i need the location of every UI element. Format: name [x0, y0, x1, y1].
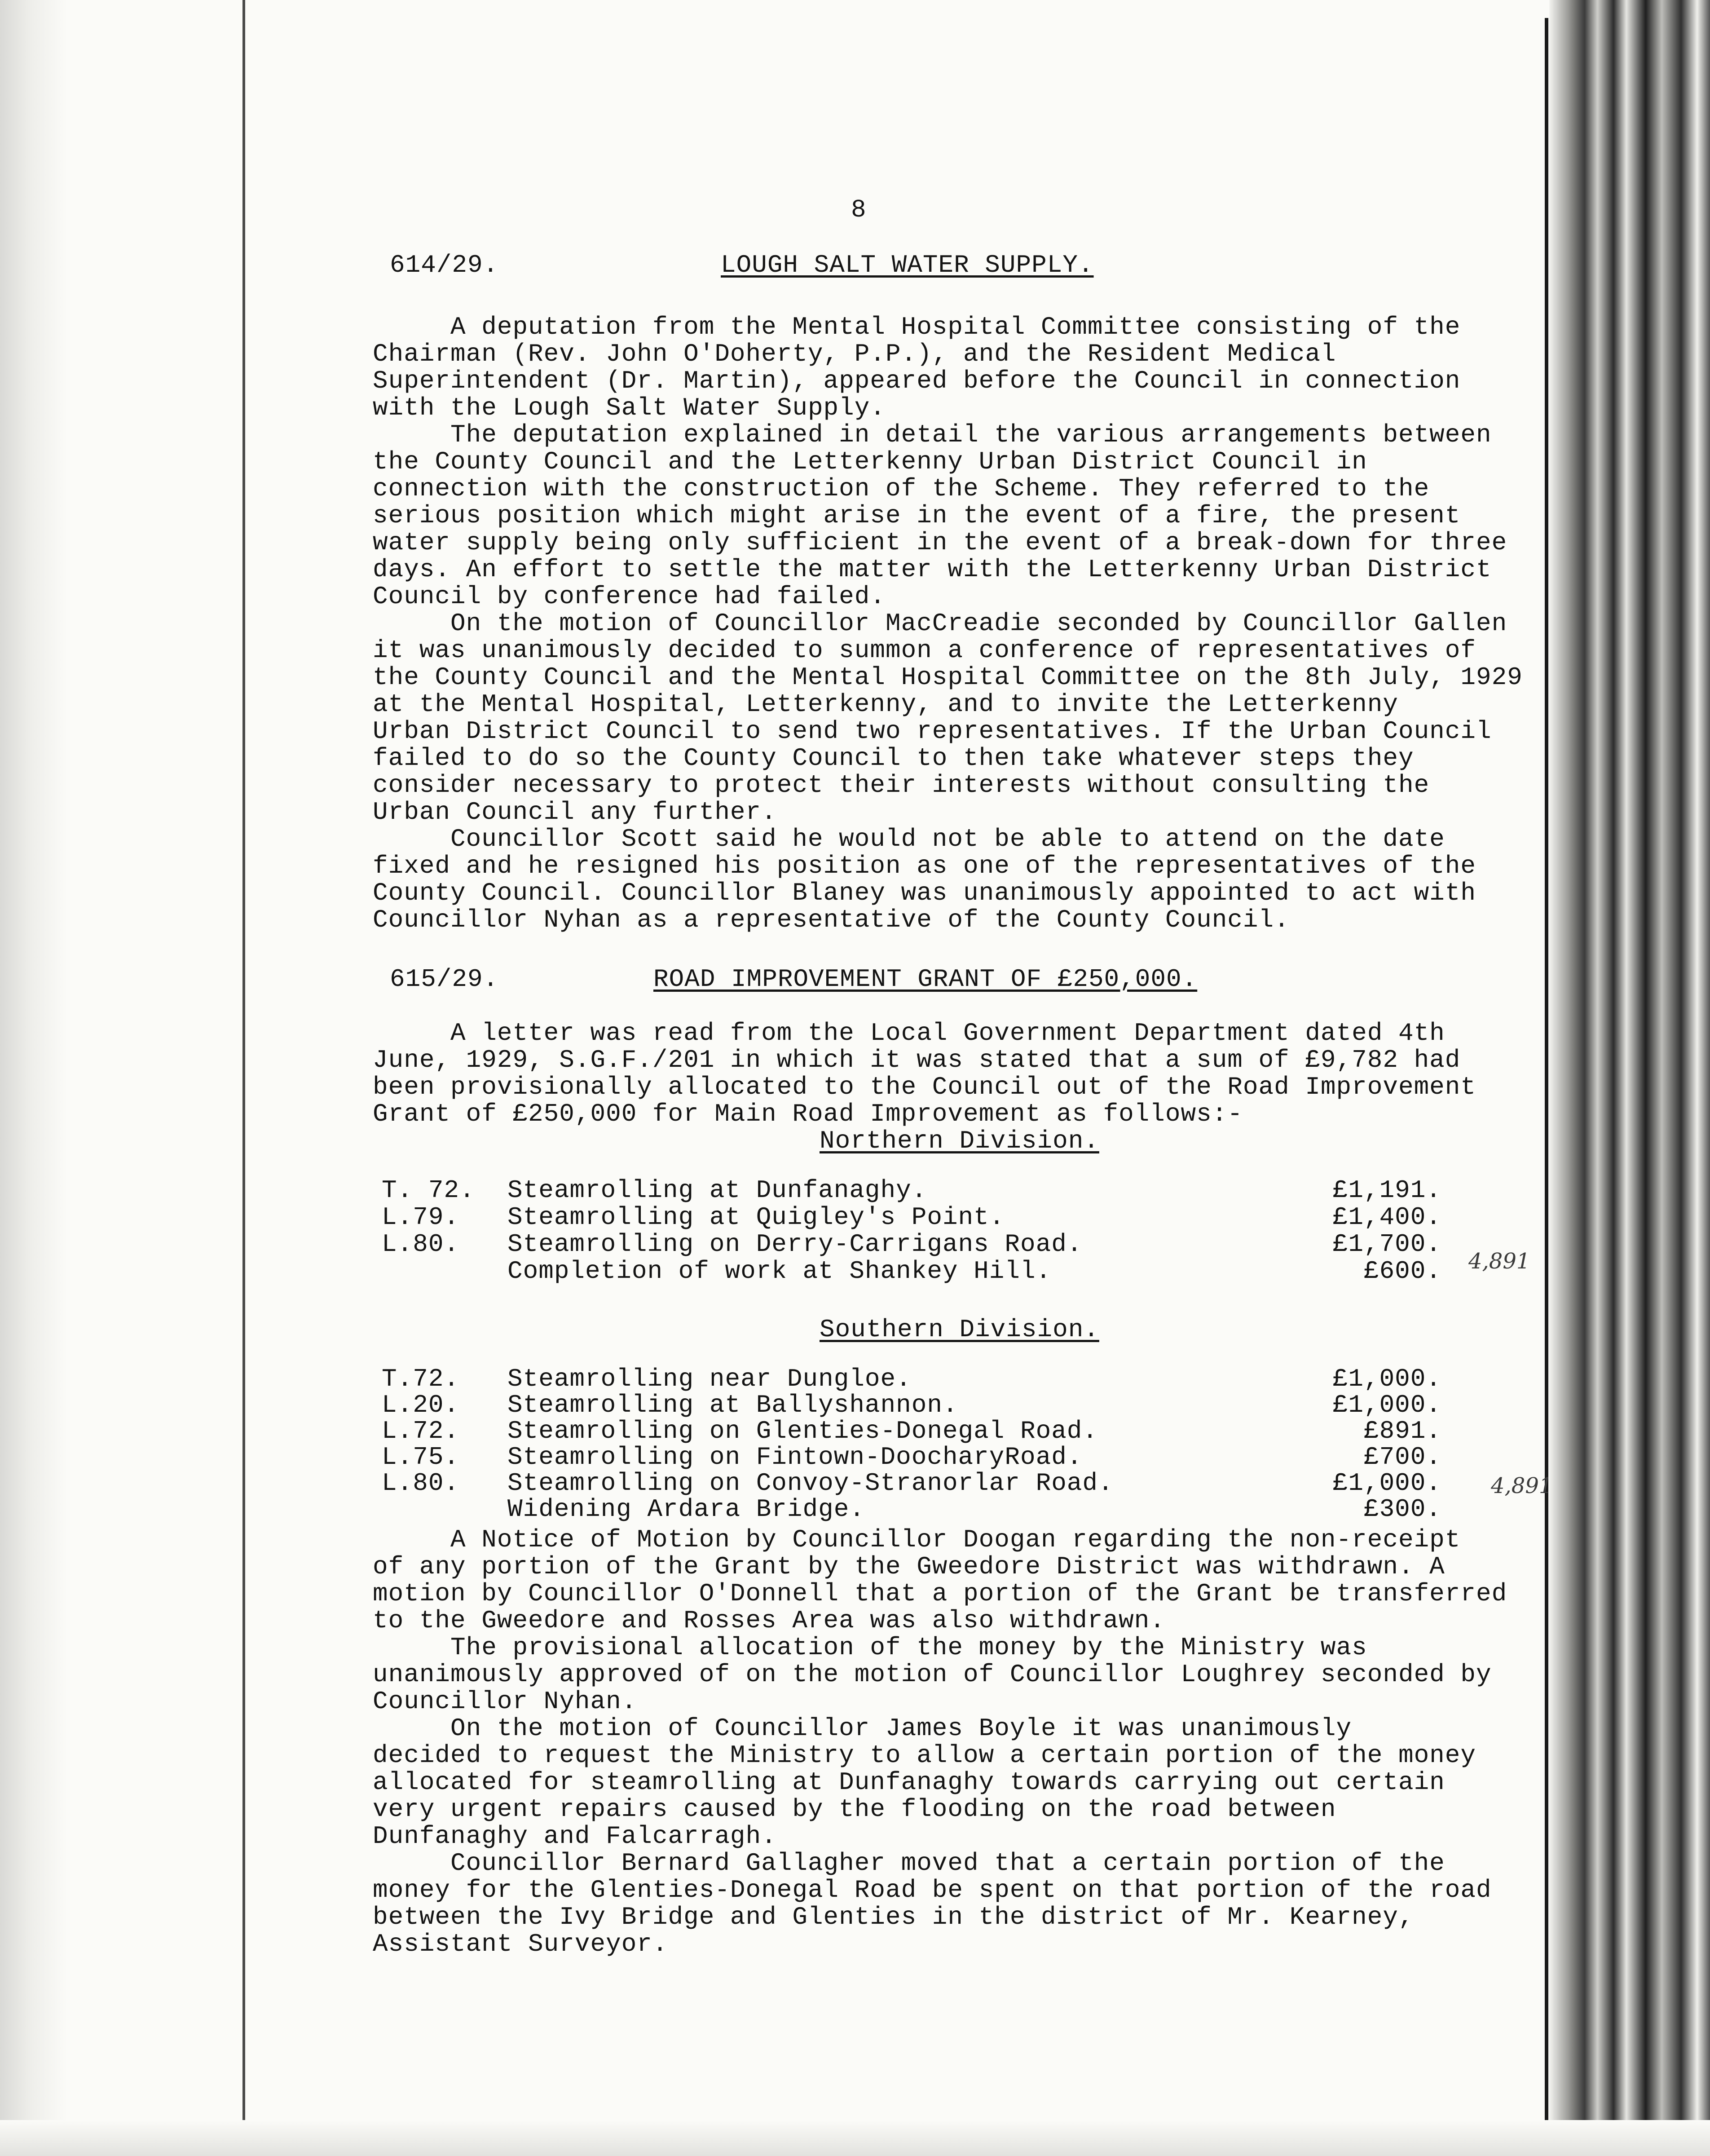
text-line: consider necessary to protect their interests without consulting the [373, 771, 1430, 800]
allocation-road-code: L.79. [382, 1203, 460, 1232]
section-title-road-grant: ROAD IMPROVEMENT GRANT OF £250,000. [653, 965, 1198, 994]
margin-rule [242, 0, 245, 2156]
text-line: On the motion of Councillor MacCreadie seconded by Councillor Gallen [373, 609, 1507, 638]
allocation-amount: £1,000. [1332, 1365, 1441, 1393]
text-line: decided to request the Ministry to allow a certain portion of the money [373, 1741, 1476, 1770]
text-line: Councillor Nyhan as a representative of the County Council. [373, 906, 1290, 934]
text-line: very urgent repairs caused by the flooding on the road between [373, 1795, 1336, 1824]
text-line: days. An effort to settle the matter with the Letterkenny Urban District [373, 555, 1492, 584]
allocation-road-code: L.75. [382, 1443, 460, 1471]
text-line: Grant of £250,000 for Main Road Improvement as follows:- [373, 1100, 1243, 1128]
allocation-road-code: L.20. [382, 1391, 460, 1419]
text-line: between the Ivy Bridge and Glenties in the district of Mr. Kearney, [373, 1903, 1414, 1931]
text-line: fixed and he resigned his position as one of the representatives of the [373, 852, 1476, 880]
allocation-road-code: L.72. [382, 1417, 460, 1445]
text-line: County Council. Councillor Blaney was unanimously appointed to act with [373, 879, 1476, 907]
allocation-description: Steamrolling on Fintown-DoocharyRoad. [507, 1443, 1083, 1471]
text-line: Superintendent (Dr. Martin), appeared before the Council in connection [373, 367, 1461, 395]
section-title-lough-salt: LOUGH SALT WATER SUPPLY. [721, 251, 1094, 279]
southern-division-heading: Southern Division. [820, 1315, 1099, 1344]
text-line: A deputation from the Mental Hospital Committee consisting of the [373, 313, 1461, 341]
text-line: Councillor Scott said he would not be able to attend on the date [373, 825, 1445, 853]
page-left-edge [0, 0, 67, 2156]
minute-number-614: 614/29. [390, 251, 499, 279]
text-line: Dunfanaghy and Falcarragh. [373, 1822, 777, 1851]
text-line: the County Council and the Mental Hospital Committee on the 8th July, 1929 [373, 663, 1523, 692]
text-line: On the motion of Councillor James Boyle it was unanimously [373, 1714, 1352, 1743]
northern-division-heading: Northern Division. [820, 1127, 1099, 1155]
text-line: serious position which might arise in the event of a fire, the present [373, 501, 1461, 530]
page-bottom-edge [0, 2120, 1710, 2156]
allocation-description: Steamrolling at Quigley's Point. [507, 1203, 1005, 1232]
allocation-road-code: T. 72. [382, 1176, 475, 1205]
allocation-description: Completion of work at Shankey Hill. [507, 1257, 1052, 1286]
handwritten-total-southern: 4,891 [1491, 1473, 1553, 1498]
allocation-road-code: T.72. [382, 1365, 460, 1393]
book-binding [1549, 0, 1710, 2156]
text-line: failed to do so the County Council to then take whatever steps they [373, 744, 1414, 773]
text-line: June, 1929, S.G.F./201 in which it was stated that a sum of £9,782 had [373, 1046, 1461, 1074]
allocation-description: Steamrolling on Glenties-Donegal Road. [507, 1417, 1098, 1445]
allocation-amount: £1,400. [1332, 1203, 1441, 1232]
allocation-amount: £700. [1363, 1443, 1441, 1471]
text-line: A letter was read from the Local Government Department dated 4th [373, 1019, 1445, 1047]
text-line: The deputation explained in detail the various arrangements between [373, 420, 1492, 449]
text-line: The provisional allocation of the money by the Ministry was [373, 1633, 1367, 1662]
text-line: Urban Council any further. [373, 798, 777, 826]
allocation-road-code: L.80. [382, 1230, 460, 1259]
allocation-description: Steamrolling on Convoy-Stranorlar Road. [507, 1469, 1114, 1498]
text-line: money for the Glenties-Donegal Road be spent on that portion of the road [373, 1876, 1492, 1904]
allocation-amount: £1,191. [1332, 1176, 1441, 1205]
allocation-description: Steamrolling at Ballyshannon. [507, 1391, 958, 1419]
text-line: unanimously approved of on the motion of Councillor Loughrey seconded by [373, 1660, 1492, 1689]
text-line: been provisionally allocated to the Council out of the Road Improvement [373, 1073, 1476, 1101]
allocation-amount: £300. [1363, 1495, 1441, 1524]
allocation-amount: £1,000. [1332, 1391, 1441, 1419]
text-line: allocated for steamrolling at Dunfanaghy towards carrying out certain [373, 1768, 1445, 1797]
text-line: Urban District Council to send two representatives. If the Urban Council [373, 717, 1492, 746]
page-number: 8 [851, 195, 866, 224]
text-line: to the Gweedore and Rosses Area was also withdrawn. [373, 1606, 1165, 1635]
allocation-amount: £600. [1363, 1257, 1441, 1286]
text-line: at the Mental Hospital, Letterkenny, and to invite the Letterkenny [373, 690, 1398, 719]
text-line: of any portion of the Grant by the Gweedore District was withdrawn. A [373, 1552, 1445, 1581]
text-line: Council by conference had failed. [373, 582, 886, 611]
text-line: with the Lough Salt Water Supply. [373, 393, 886, 422]
minute-number-615: 615/29. [390, 965, 499, 994]
allocation-description: Steamrolling near Dungloe. [507, 1365, 912, 1393]
text-line: connection with the construction of the Scheme. They referred to the [373, 474, 1430, 503]
text-line: the County Council and the Letterkenny Urban District Council in [373, 447, 1367, 476]
text-line: Assistant Surveyor. [373, 1930, 668, 1958]
binding-edge-line [1545, 18, 1548, 2138]
text-line: motion by Councillor O'Donnell that a portion of the Grant be transferred [373, 1579, 1507, 1608]
allocation-amount: £1,000. [1332, 1469, 1441, 1498]
allocation-road-code: L.80. [382, 1469, 460, 1498]
allocation-description: Steamrolling at Dunfanaghy. [507, 1176, 927, 1205]
text-line: Councillor Bernard Gallagher moved that a certain portion of the [373, 1849, 1445, 1878]
text-line: water supply being only sufficient in the event of a break-down for three [373, 528, 1507, 557]
text-line: it was unanimously decided to summon a conference of representatives of [373, 636, 1476, 665]
text-line: Chairman (Rev. John O'Doherty, P.P.), and the Resident Medical [373, 340, 1336, 368]
allocation-amount: £1,700. [1332, 1230, 1441, 1259]
allocation-amount: £891. [1363, 1417, 1441, 1445]
allocation-description: Widening Ardara Bridge. [507, 1495, 865, 1524]
text-line: Councillor Nyhan. [373, 1687, 637, 1716]
text-line: A Notice of Motion by Councillor Doogan regarding the non-receipt [373, 1525, 1461, 1554]
allocation-description: Steamrolling on Derry-Carrigans Road. [507, 1230, 1083, 1259]
handwritten-total-northern: 4,891 [1468, 1249, 1530, 1274]
